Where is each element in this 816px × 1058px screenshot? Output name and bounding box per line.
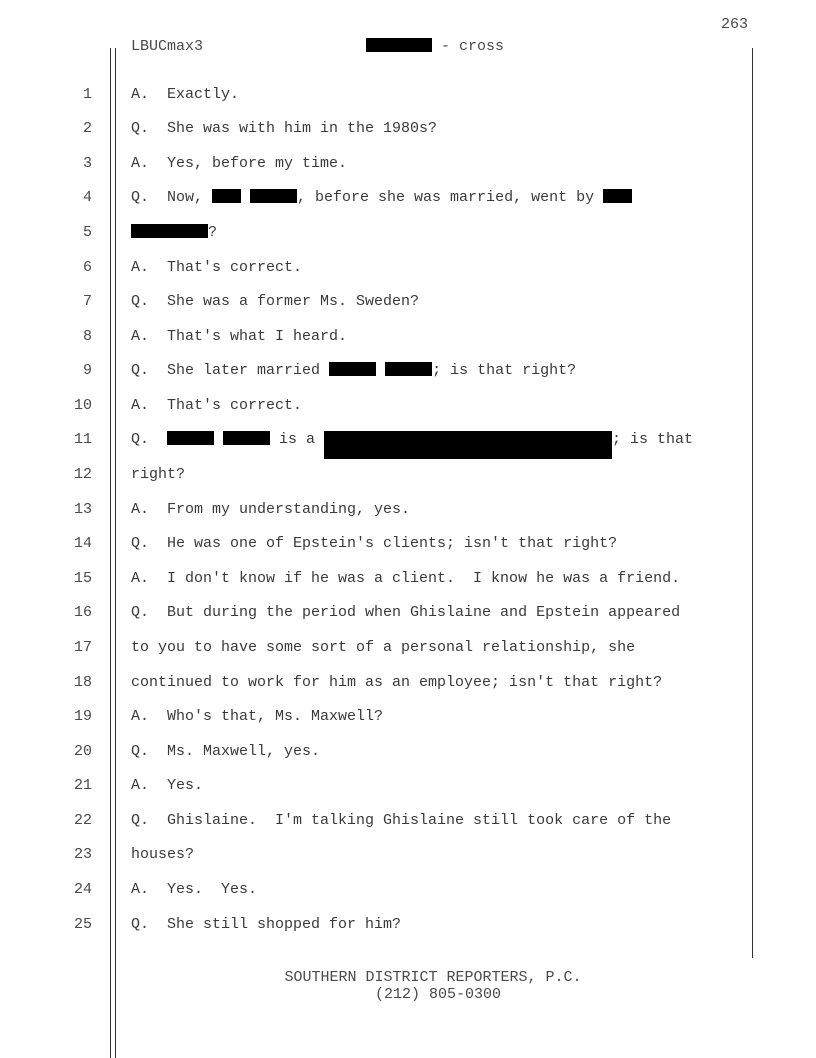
redaction-block (385, 362, 432, 376)
line-number: 16 (73, 604, 92, 621)
transcript-line (0, 812, 816, 846)
transcript-line (0, 397, 816, 431)
transcript-line (0, 155, 816, 189)
line-text: houses? (131, 846, 195, 863)
transcript-line (0, 362, 816, 396)
line-number: 21 (73, 777, 92, 794)
line-number: 24 (73, 881, 92, 898)
transcript-line (0, 570, 816, 604)
transcript-line (0, 916, 816, 950)
line-text: A. Yes. (131, 777, 204, 794)
line-text: A. That's what I heard. (131, 328, 348, 345)
line-text: right? (131, 466, 186, 483)
line-text: Q. She still shopped for him? (131, 916, 402, 933)
line-number: 20 (73, 743, 92, 760)
redaction-block (324, 431, 612, 459)
transcript-line (0, 259, 816, 293)
transcript-line (0, 639, 816, 673)
line-text: Q. But during the period when Ghislaine and Epstein appeared (131, 604, 681, 621)
transcript-line (0, 466, 816, 500)
line-text: A. That's correct. (131, 397, 303, 414)
transcript-line (0, 293, 816, 327)
line-text: A. Exactly. (131, 86, 240, 103)
transcript-line (0, 86, 816, 120)
transcript-line (0, 120, 816, 154)
line-number: 3 (82, 155, 92, 172)
line-number: 22 (73, 812, 92, 829)
line-number: 11 (73, 431, 92, 448)
line-text: A. From my understanding, yes. (131, 501, 411, 518)
line-number: 12 (73, 466, 92, 483)
line-number: 13 (73, 501, 92, 518)
line-number: 17 (73, 639, 92, 656)
line-text: to you to have some sort of a personal relationship, she (131, 639, 636, 656)
transcript-line (0, 674, 816, 708)
line-number: 9 (82, 362, 92, 379)
line-text: Q. Ms. Maxwell, yes. (131, 743, 321, 760)
redaction-block (250, 189, 297, 203)
transcript-line (0, 189, 816, 223)
line-text: Q. She was with him in the 1980s? (131, 120, 438, 137)
line-text: A. Yes, before my time. (131, 155, 348, 172)
redaction-block (603, 189, 632, 203)
page-number: 263 (720, 16, 748, 33)
footer-phone: (212) 805-0300 (374, 986, 502, 1003)
footer-reporter-name: SOUTHERN DISTRICT REPORTERS, P.C. (284, 969, 582, 986)
redaction-block (131, 224, 208, 238)
line-number: 7 (82, 293, 92, 310)
line-number: 2 (82, 120, 92, 137)
transcript-line (0, 501, 816, 535)
transcript-line (0, 604, 816, 638)
redaction-block (329, 362, 376, 376)
line-text: Q. Now, , before she was married, went by (131, 189, 632, 206)
transcript-line (0, 535, 816, 569)
line-text: A. I don't know if he was a client. I know he was a friend. (131, 570, 681, 587)
line-text: A. Who's that, Ms. Maxwell? (131, 708, 384, 725)
line-text: A. Yes. Yes. (131, 881, 258, 898)
line-number: 4 (82, 189, 92, 206)
transcript-line (0, 777, 816, 811)
line-number: 18 (73, 674, 92, 691)
redaction-block (167, 431, 214, 445)
line-number: 15 (73, 570, 92, 587)
line-text: Q. He was one of Epstein's clients; isn't that right? (131, 535, 618, 552)
redaction-block (223, 431, 270, 445)
page-header (131, 38, 504, 55)
line-number: 25 (73, 916, 92, 933)
line-number: 6 (82, 259, 92, 276)
transcript-line (0, 708, 816, 742)
line-number: 1 (82, 86, 92, 103)
line-number: 23 (73, 846, 92, 863)
header-case-code: LBUCmax3 (131, 38, 204, 55)
line-number: 8 (82, 328, 92, 345)
transcript-line (0, 328, 816, 362)
line-text: continued to work for him as an employee; isn't that right? (131, 674, 663, 691)
header-section: - cross (432, 38, 505, 55)
line-number: 14 (73, 535, 92, 552)
header-redaction (366, 38, 432, 52)
transcript-line (0, 431, 816, 465)
line-number: 5 (82, 224, 92, 241)
transcript-line (0, 881, 816, 915)
line-text: Q. Ghislaine. I'm talking Ghislaine still took care of the (131, 812, 672, 829)
redaction-block (212, 189, 241, 203)
line-number: 10 (73, 397, 92, 414)
transcript-line (0, 224, 816, 258)
line-text: Q. She later married ; is that right? (131, 362, 577, 379)
line-text: Q. She was a former Ms. Sweden? (131, 293, 420, 310)
transcript-line (0, 743, 816, 777)
transcript-line (0, 846, 816, 880)
line-text: Q. is a ; is that (131, 431, 693, 459)
line-text: ? (131, 224, 217, 241)
line-number: 19 (73, 708, 92, 725)
line-text: A. That's correct. (131, 259, 303, 276)
